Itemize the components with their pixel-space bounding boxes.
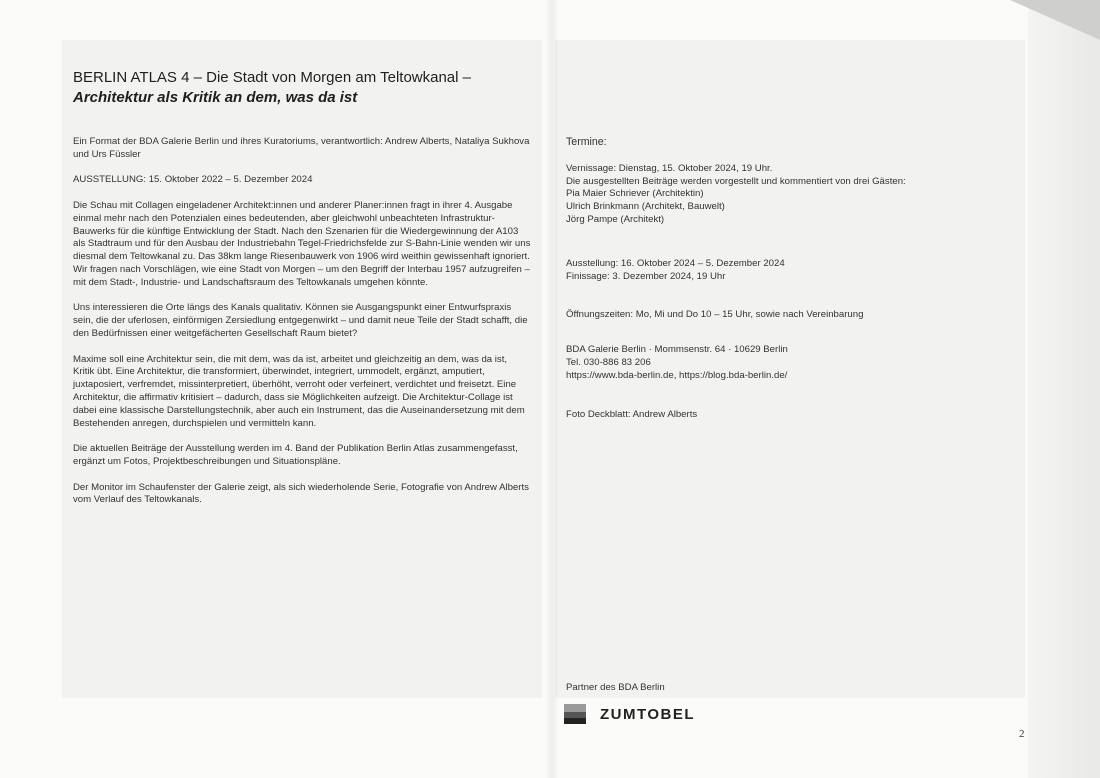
opening-hours <box>566 309 1016 322</box>
page-number: 2 <box>1019 728 1025 740</box>
vernissage-line: Vernissage: Dienstag, 15. Oktober 2024, 19 Uhr. <box>566 162 773 174</box>
intro-paragraph: Ein Format der BDA Galerie Berlin und ihres Kuratoriums, verantwortlich: Andrew Alberts, Nataliya Sukhova und Urs Füssler <box>73 136 530 160</box>
ausstellung-line: Ausstellung: 16. Oktober 2024 – 5. Dezember 2024 <box>566 257 785 269</box>
body-paragraph: Uns interessieren die Orte längs des Kanals qualitativ. Können sie Ausgangspunkt einer Entwurfspraxis sein, die der uferlosen, einförmigen Zersiedlung entgegenwirkt – und damit neue Teile der Stadt schafft, die den Bedürfnissen einer weitgefächerten Gesellschaft Raum bietet? <box>73 302 528 339</box>
folded-corner <box>1010 0 1100 40</box>
right-column-text <box>566 136 1016 421</box>
title-main: BERLIN ATLAS 4 – Die Stadt von Morgen am Teltowkanal – <box>73 69 471 86</box>
gallery-address: BDA Galerie Berlin · Mommsenstr. 64 · 10629 Berlin <box>566 344 788 356</box>
finissage-line: Finissage: 3. Dezember 2024, 19 Uhr <box>566 270 726 282</box>
opening-hours-label: Öffnungszeiten: <box>566 309 634 321</box>
document-title <box>73 68 543 108</box>
guest-item: Ulrich Brinkmann (Architekt, Bauwelt) <box>566 201 725 213</box>
guest-item: Pia Maier Schriever (Architektin) <box>566 188 704 200</box>
opening-hours-value: Mo, Mi und Do 10 – 15 Uhr, sowie nach Vereinbarung <box>635 309 864 321</box>
paper-shadow <box>1028 0 1100 778</box>
guest-item: Jörg Pampe (Architekt) <box>566 213 665 225</box>
zumtobel-logo-icon <box>564 704 586 724</box>
zumtobel-logo-text: ZUMTOBEL <box>600 705 696 723</box>
partner-label: Partner des BDA Berlin <box>566 682 665 693</box>
photo-credit: Foto Deckblatt: Andrew Alberts <box>566 408 698 420</box>
body-paragraph: Maxime soll eine Architektur sein, die mit dem, was da ist, arbeitet und gleichzeitig an dem, was da ist, Kritik übt. Eine Architektur, die transformiert, überwindet, integriert, ummodelt, ergänzt, amputiert, juxtaposiert, verfremdet, missinterpretiert, überhöht, verroht oder verfeinert, verdichtet und freisetzt. Eine Architektur, die affirmativ kritisiert – dadurch, dass sie Möglichkeiten aufzeigt. Die Architektur-Collage ist dabei eine klassische Darstellungstechnik, aber auch ein Instrument, das die Auseinandersetzung mit dem Bestehenden anregen, durchspielen und vermitteln kann. <box>73 353 525 429</box>
center-fold <box>545 0 559 778</box>
exhibition-dates: AUSSTELLUNG: 15. Oktober 2022 – 5. Dezember 2024 <box>73 174 313 186</box>
termine-heading: Termine: <box>566 136 607 148</box>
title-subtitle: Architektur als Kritik an dem, was da ist <box>73 89 358 106</box>
body-paragraph: Die aktuellen Beiträge der Ausstellung werden im 4. Band der Publikation Berlin Atlas zusammengefasst, ergänzt um Fotos, Projektbeschreibungen und Situationspläne. <box>73 443 518 467</box>
gallery-websites: https://www.bda-berlin.de, https://blog.bda-berlin.de/ <box>566 369 788 381</box>
body-paragraph: Die Schau mit Collagen eingeladener Architekt:innen und anderer Planer:innen fragt in ihrer 4. Ausgabe einmal mehr nach den Potenzialen eines bedeutenden, aber gleichwohl unbeachteten Infrastruktur-Bauwerks für die künftige Entwicklung der Stadt. Nach den Szenarien für die Wiedergewinnung der A103 als Stadtraum und für den Ausbau der Industriebahn Tegel-Friedrichsfelde zur S-Bahn-Linie wenden wir uns diesmal dem Teltowkanal zu. Das 38km lange Riesenbauwerk von 1906 wird weithin gewissenhaft ignoriert. Wir fragen nach Vorschlägen, wie eine Stadt von Morgen – um den Begriff der Interbau 1957 aufzugreifen – mit dem Stadt-, Industrie- und Landschaftsraum des Teltowkanals umgehen könnte. <box>73 199 531 288</box>
body-paragraph: Der Monitor im Schaufenster der Galerie zeigt, als sich wiederholende Serie, Fotografie von Andrew Alberts vom Verlauf des Teltowkanals. <box>73 481 529 506</box>
gallery-phone: Tel. 030-886 83 206 <box>566 356 651 368</box>
vernissage-note: Die ausgestellten Beiträge werden vorgestellt und kommentiert von drei Gästen: <box>566 175 906 187</box>
left-column-text <box>73 136 531 520</box>
zumtobel-logo <box>564 704 695 724</box>
